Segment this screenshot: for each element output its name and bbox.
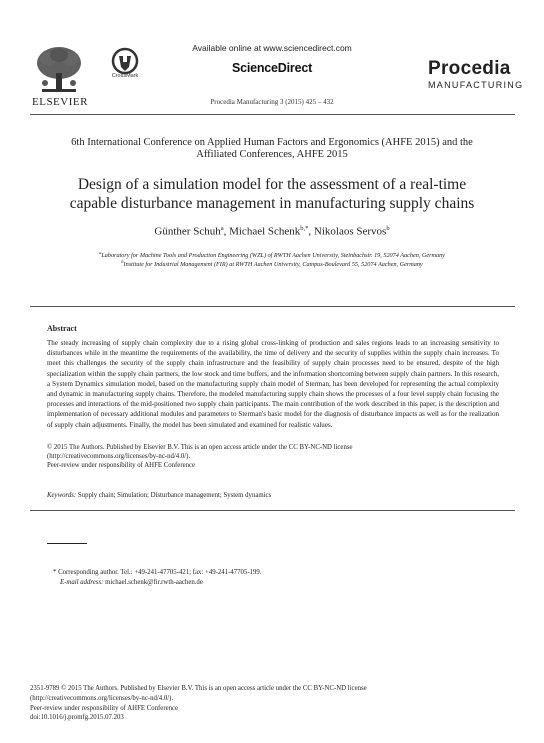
license-link[interactable]: (http://creativecommons.org/licenses/by-nc-nd/4.0/). bbox=[47, 453, 191, 460]
keywords-label: Keywords: bbox=[47, 492, 77, 499]
author-affiliation-marker: b bbox=[386, 225, 390, 232]
license-block bbox=[47, 443, 499, 470]
abstract-heading: Abstract bbox=[47, 324, 77, 333]
peer-review-bottom: Peer-review under responsibility of AHFE Conference bbox=[30, 704, 179, 712]
procedia-brand-subtitle: MANUFACTURING bbox=[428, 80, 524, 90]
paper-title bbox=[40, 175, 504, 213]
available-online-text: Available online at www.sciencedirect.com bbox=[192, 43, 352, 53]
author-name: Michael Schenk bbox=[229, 225, 301, 238]
email-label: E-mail address: bbox=[60, 579, 104, 586]
affiliation-text: Institute for Industrial Management (FIR) at RWTH Aachen University, Campus-Boulevard 55, 52074 Aachen, Germany bbox=[123, 261, 423, 269]
elsevier-wordmark: ELSEVIER bbox=[32, 96, 88, 108]
author-name: Nikolaos Servos bbox=[313, 225, 387, 238]
license-line-1: © 2015 The Authors. Published by Elsevier B.V. This is an open access article under the CC BY-NC-ND license bbox=[47, 444, 353, 451]
author-name: Günther Schuh bbox=[154, 225, 221, 238]
issn-copyright-line: 2351-9789 © 2015 The Authors. Published by Elsevier B.V. This is an open access article under the CC BY-NC-ND license bbox=[30, 685, 367, 692]
author-affiliation-marker: a bbox=[220, 225, 224, 232]
email-address[interactable]: michael.schenk@fir.rwth-aachen.de bbox=[105, 579, 203, 586]
author-affiliation-marker: b,* bbox=[300, 225, 309, 232]
keywords-text: Supply chain; Simulation; Disturbance management; System dynamics bbox=[77, 492, 272, 499]
license-link-bottom[interactable]: (http://creativecommons.org/licenses/by-nc-nd/4.0/). bbox=[30, 694, 174, 702]
abstract-top-divider bbox=[30, 306, 515, 307]
elsevier-tree-logo bbox=[30, 45, 88, 97]
conference-name bbox=[40, 137, 504, 161]
crossmark-label: CrossMark bbox=[111, 73, 139, 79]
abstract-bottom-divider bbox=[30, 510, 515, 511]
corresponding-author-note: * Corresponding author. Tel.: +49-241-47705-421; fax: +49-241-47705-199. bbox=[53, 569, 262, 576]
copyright-block bbox=[30, 684, 367, 723]
header-divider bbox=[30, 114, 515, 115]
title-line-2: capable disturbance management in manufacturing supply chains bbox=[69, 195, 475, 212]
conference-line-1: 6th International Conference on Applied Human Factors and Ergonomics (AHFE 2015) and the bbox=[71, 137, 473, 148]
abstract-body: The steady increasing of supply chain complexity due to a rising global cross-linking of production and sales regions leads to an increasing sensitivity to disturbances while in the meantime the requirements of the availability, the time of delivery and the security of supplies within the supply chain increases. To meet this challenges the security of the supply chain infrastructure and the feasibility of supply chain processes need to be ensured, despite of the high specialization within the supply chain partners, the low stock and time buffers, and the information shortcoming between supply chain partners. In this research, a System Dynamics simulation model, based on the manufacturing supply chain model of Sterman, has been developed for representing the actual complexity and dynamic in manufacturing supply chains. Therefore, the modeled manufacturing supply chain shows the processes of a four level supply chain focusing the processes and interactions of the mid-positioned two supply chain participants. The main contribution of the work described in this paper, is the description and implementation of necessary additional modules and parameters to Sterman's basic model for the diagnosis of disturbance impacts as well as for the realization of supply chain adjustments. Finally, the model has been simulated and examined for realistic values. bbox=[47, 339, 499, 429]
email-line bbox=[60, 578, 203, 588]
sciencedirect-logo-text: ScienceDirect bbox=[231, 61, 313, 75]
journal-reference: Procedia Manufacturing 3 (2015) 425 – 432 bbox=[210, 98, 334, 106]
affiliation-marker: b bbox=[121, 259, 124, 264]
title-line-1: Design of a simulation model for the assessment of a real-time bbox=[77, 176, 467, 193]
author-list: Günther Schuh$^a$, Michael Schenk$^{b,*}$, Nikolaos Servos$^b$ bbox=[154, 225, 390, 238]
doi[interactable]: doi:10.1016/j.promfg.2015.07.203 bbox=[30, 714, 124, 722]
conference-line-2: Affiliated Conferences, AHFE 2015 bbox=[196, 149, 348, 160]
procedia-brand: Procedia bbox=[428, 58, 511, 79]
footnote-rule bbox=[47, 543, 87, 544]
keywords bbox=[47, 492, 271, 499]
peer-review-note: Peer-review under responsibility of AHFE Conference bbox=[47, 462, 196, 469]
affiliation-b bbox=[30, 258, 514, 269]
affiliation-text: Laboratory for Machine Tools and Production Engineering (WZL) of RWTH Aachen University, Steinbachstr. 19, 52074 Aachen, Germany bbox=[101, 252, 445, 260]
affiliation-marker: a bbox=[99, 250, 102, 255]
